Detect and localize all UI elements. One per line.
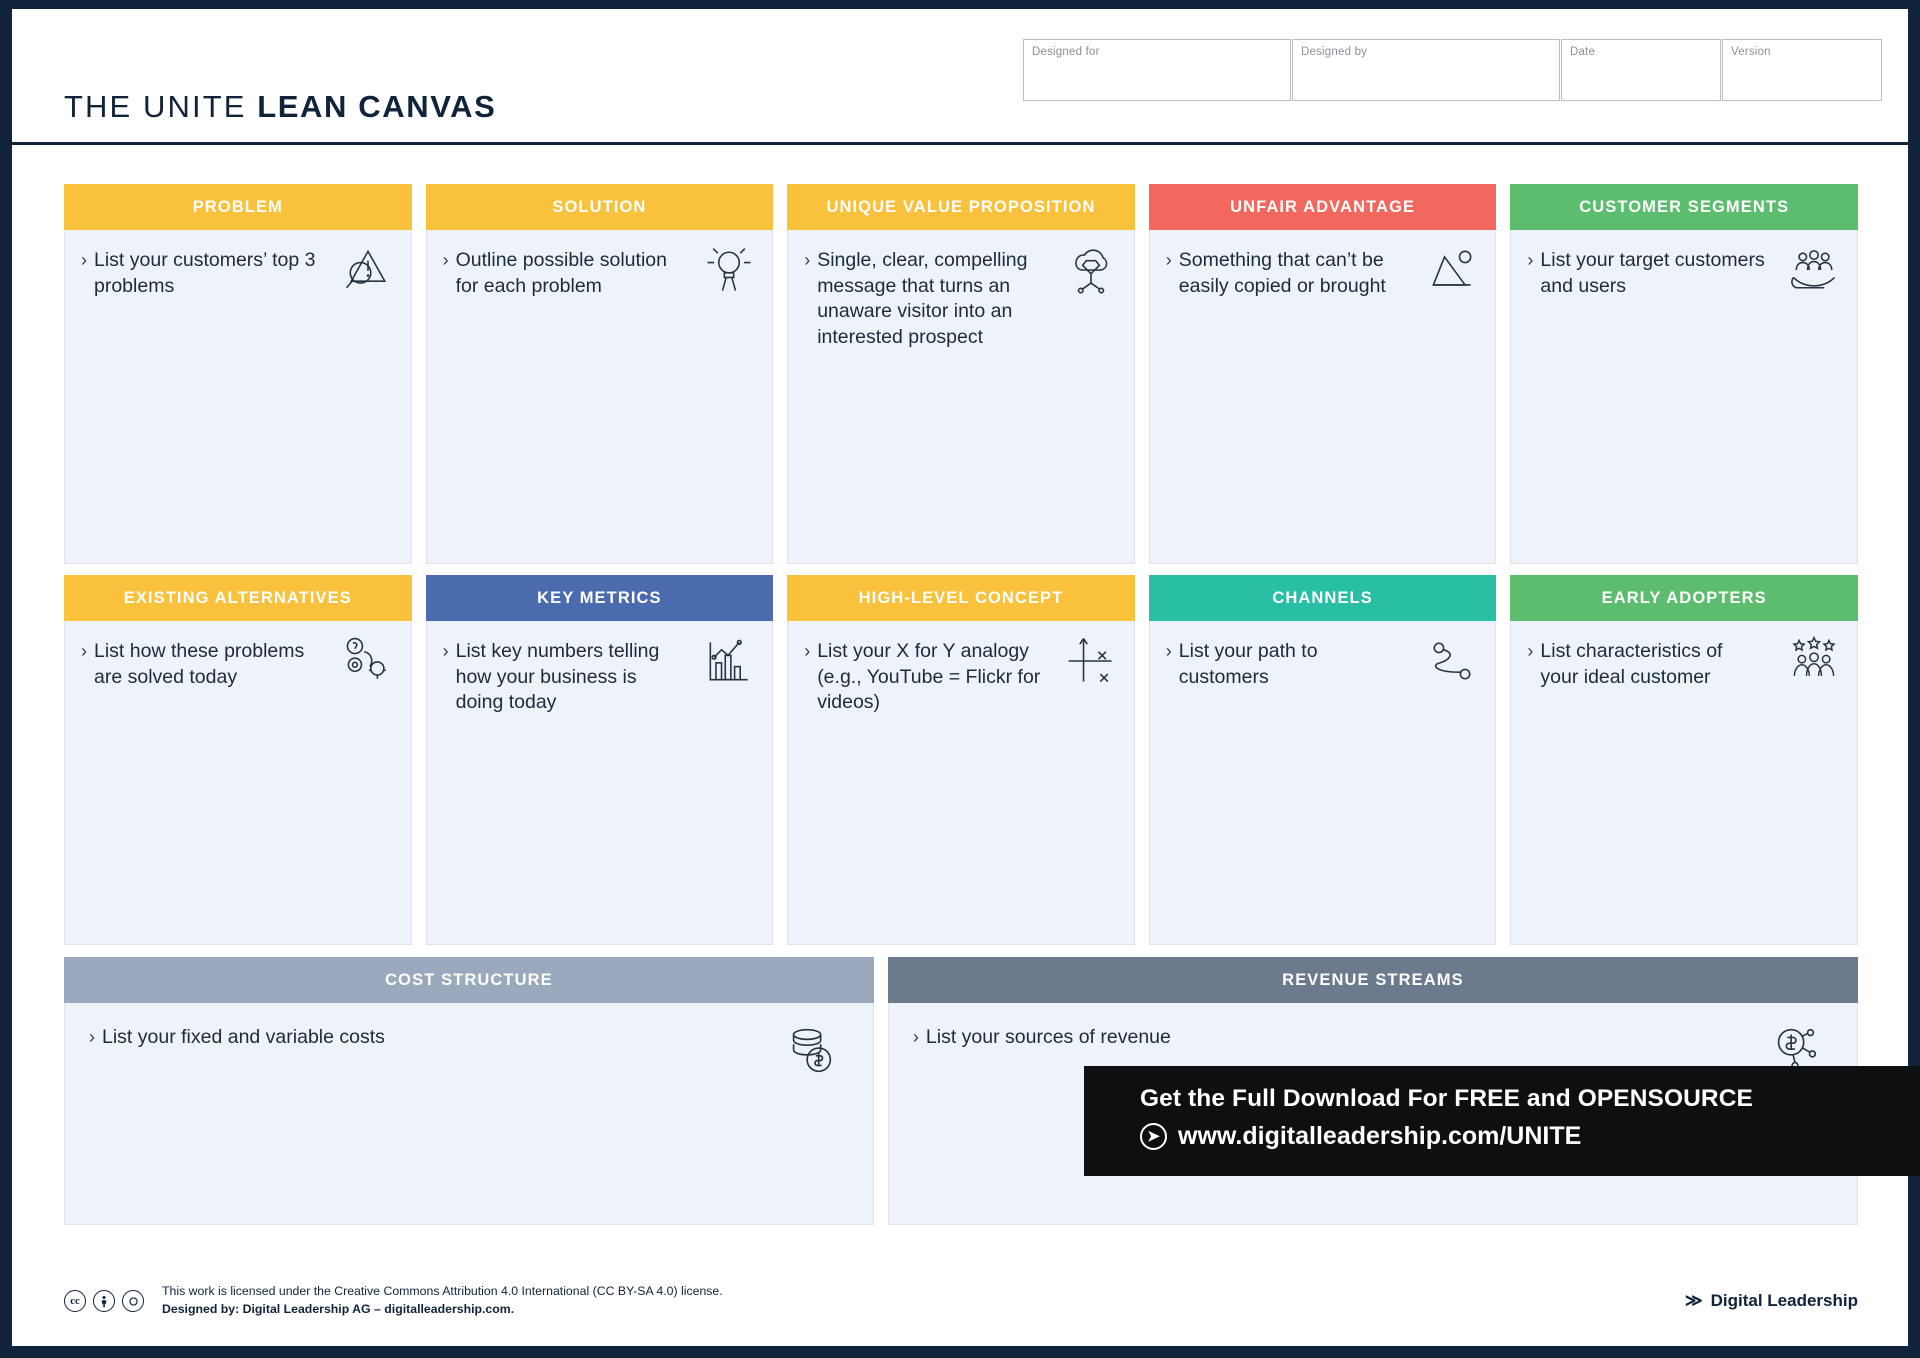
designed-for-label: Designed for <box>1032 46 1100 58</box>
bullet-chevron: › <box>81 250 87 270</box>
canvas-main-grid <box>64 184 1858 945</box>
balance-scale-icon <box>1422 242 1482 298</box>
version-label: Version <box>1731 46 1771 58</box>
block-title-problem: PROBLEM <box>64 184 412 230</box>
block-bullet-early-adopters <box>1527 639 1765 690</box>
bullet-chevron: › <box>1165 250 1172 270</box>
block-bullet-text: List your sources of revenue <box>925 1026 1171 1048</box>
block-bullet-text: List characteristics of your ideal customer <box>1540 640 1723 688</box>
block-body-uvp[interactable] <box>787 230 1135 564</box>
bullet-chevron: › <box>442 641 449 661</box>
block-body-customer-segments[interactable] <box>1510 230 1858 564</box>
block-bullet-cost-structure <box>89 1025 697 1051</box>
block-title-high-level-concept: HIGH-LEVEL CONCEPT <box>787 575 1135 621</box>
designed-for-field[interactable] <box>1023 39 1291 101</box>
warning-triangle-magnifier-icon <box>338 242 398 298</box>
creative-commons-icons <box>64 1290 144 1312</box>
block-bullet-text: List your path to customers <box>1178 640 1318 688</box>
lightbulb-person-icon <box>699 242 759 298</box>
cc-icon: cc <box>64 1290 86 1312</box>
promo-url[interactable]: www.digitalleadership.com/UNITE <box>1178 1122 1582 1150</box>
cc-by-icon <box>93 1290 115 1312</box>
page-title-bold: LEAN CANVAS <box>257 89 497 124</box>
block-bullet-problem <box>81 248 319 299</box>
block-bullet-text: List your customers’ top 3 problems <box>94 249 316 297</box>
promo-link-row[interactable] <box>1140 1122 1920 1151</box>
block-body-unfair-advantage[interactable] <box>1149 230 1497 564</box>
block-bullet-revenue-streams <box>913 1025 1649 1051</box>
footer <box>64 1278 1858 1324</box>
block-body-existing-alternatives[interactable] <box>64 621 412 945</box>
block-title-cost-structure: COST STRUCTURE <box>64 957 874 1003</box>
block-body-channels[interactable] <box>1149 621 1497 945</box>
coins-stack-icon <box>779 1021 843 1079</box>
canvas-block-high-level-concept[interactable] <box>787 575 1135 945</box>
block-body-solution[interactable] <box>426 230 774 564</box>
question-gear-idea-icon <box>338 633 398 689</box>
license-line-1: This work is licensed under the Creative Commons Attribution 4.0 International (CC BY-SA 4.0) license. <box>162 1284 723 1299</box>
block-bullet-existing-alternatives <box>81 639 319 690</box>
promo-headline: Get the Full Download For FREE and OPENSOURCE <box>1140 1085 1753 1112</box>
bullet-chevron: › <box>1165 641 1172 661</box>
block-body-early-adopters[interactable] <box>1510 621 1858 945</box>
block-body-key-metrics[interactable] <box>426 621 774 945</box>
date-field[interactable] <box>1561 39 1721 101</box>
date-label: Date <box>1570 46 1596 58</box>
bullet-chevron: › <box>804 250 811 270</box>
brand-logo <box>1685 1291 1858 1311</box>
canvas-block-existing-alternatives[interactable] <box>64 575 412 945</box>
people-in-hand-icon <box>1784 242 1844 298</box>
bullet-chevron: › <box>1527 641 1534 661</box>
canvas-sheet <box>12 9 1908 1346</box>
canvas-block-solution[interactable] <box>426 184 774 564</box>
diamond-cloud-icon <box>1061 242 1121 298</box>
block-bullet-text: List your X for Y analogy (e.g., YouTube = Flickr for videos) <box>817 640 1041 714</box>
license-line-2: Designed by: Digital Leadership AG – digitalleadership.com. <box>162 1302 515 1316</box>
promo-banner[interactable] <box>1084 1066 1920 1176</box>
block-bullet-text: Outline possible solution for each problem <box>455 249 667 297</box>
path-nodes-icon <box>1422 633 1482 689</box>
block-title-key-metrics: KEY METRICS <box>426 575 774 621</box>
bullet-chevron: › <box>442 250 449 270</box>
license-text <box>162 1283 723 1319</box>
block-bullet-text: List your fixed and variable costs <box>102 1026 385 1048</box>
block-bullet-unfair-advantage <box>1166 248 1404 299</box>
block-bullet-text: List how these problems are solved today <box>94 640 305 688</box>
canvas-block-early-adopters[interactable] <box>1510 575 1858 945</box>
block-title-existing-alternatives: EXISTING ALTERNATIVES <box>64 575 412 621</box>
block-bullet-customer-segments <box>1527 248 1765 299</box>
block-bullet-text: Single, clear, compelling message that turns an unaware visitor into an interested prospect <box>817 249 1028 349</box>
block-bullet-text: List your target customers and users <box>1540 249 1765 297</box>
block-bullet-text: Something that can’t be easily copied or brought <box>1178 249 1386 297</box>
block-bullet-key-metrics <box>443 639 681 716</box>
block-body-cost-structure[interactable] <box>64 1003 874 1225</box>
bullet-chevron: › <box>1527 250 1534 270</box>
block-title-uvp: UNIQUE VALUE PROPOSITION <box>787 184 1135 230</box>
block-bullet-text: List key numbers telling how your business is doing today <box>455 640 660 714</box>
block-title-solution: SOLUTION <box>426 184 774 230</box>
block-bullet-high-level-concept <box>804 639 1042 716</box>
block-bullet-solution <box>443 248 681 299</box>
page-header <box>12 9 1908 145</box>
canvas-block-unique-value-proposition[interactable] <box>787 184 1135 564</box>
people-stars-icon <box>1784 633 1844 689</box>
canvas-block-channels[interactable] <box>1149 575 1497 945</box>
chevron-right-icon: ≫ <box>1684 1291 1703 1310</box>
brand-name: Digital Leadership <box>1710 1291 1858 1310</box>
bar-chart-trend-icon <box>699 633 759 689</box>
canvas-block-customer-segments[interactable] <box>1510 184 1858 564</box>
canvas-block-key-metrics[interactable] <box>426 575 774 945</box>
canvas-block-problem[interactable] <box>64 184 412 564</box>
cc-sa-icon <box>122 1290 144 1312</box>
designed-by-field[interactable] <box>1292 39 1560 101</box>
block-title-revenue-streams: REVENUE STREAMS <box>888 957 1858 1003</box>
page-title <box>64 89 496 125</box>
block-title-early-adopters: EARLY ADOPTERS <box>1510 575 1858 621</box>
meta-fields <box>1023 39 1882 101</box>
bullet-chevron: › <box>912 1027 919 1047</box>
block-title-unfair-advantage: UNFAIR ADVANTAGE <box>1149 184 1497 230</box>
version-field[interactable] <box>1722 39 1882 101</box>
canvas-block-unfair-advantage[interactable] <box>1149 184 1497 564</box>
block-title-channels: CHANNELS <box>1149 575 1497 621</box>
concept-axis-icon <box>1061 633 1121 689</box>
canvas-block-cost-structure[interactable] <box>64 957 874 1225</box>
block-bullet-uvp <box>804 248 1042 351</box>
block-body-problem[interactable] <box>64 230 412 564</box>
block-title-customer-segments: CUSTOMER SEGMENTS <box>1510 184 1858 230</box>
block-bullet-channels <box>1166 639 1404 690</box>
bullet-chevron: › <box>81 641 87 661</box>
arrow-right-circle-icon: ➤ <box>1140 1123 1167 1150</box>
bullet-chevron: › <box>804 641 811 661</box>
designed-by-label: Designed by <box>1301 46 1368 58</box>
bullet-chevron: › <box>89 1027 95 1047</box>
block-body-high-level-concept[interactable] <box>787 621 1135 945</box>
page-title-light: THE UNITE <box>64 89 258 124</box>
